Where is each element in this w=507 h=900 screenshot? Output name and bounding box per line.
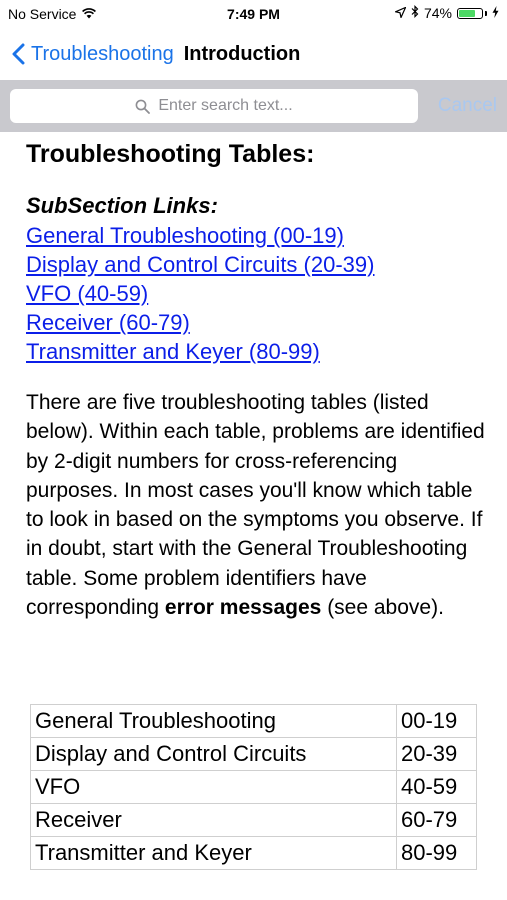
bluetooth-icon [411, 5, 419, 21]
link-general-troubleshooting[interactable]: General Troubleshooting (00-19) [26, 223, 344, 248]
location-arrow-icon [395, 5, 406, 21]
table-cell-name: Receiver [31, 804, 397, 837]
intro-paragraph [26, 388, 486, 622]
battery-fill [459, 10, 475, 17]
table-cell-name: Display and Control Circuits [31, 738, 397, 771]
paragraph-bold-text: error messages [164, 596, 322, 620]
link-receiver[interactable]: Receiver (60-79) [26, 310, 190, 335]
table-row [31, 837, 477, 870]
link-display-control-circuits[interactable]: Display and Control Circuits (20-39) [26, 252, 375, 277]
table-cell-name: General Troubleshooting [31, 705, 397, 738]
table-cell-range: 00-19 [397, 705, 477, 738]
link-vfo[interactable]: VFO (40-59) [26, 281, 149, 306]
chevron-left-icon [12, 43, 25, 65]
link-transmitter-keyer[interactable]: Transmitter and Keyer (80-99) [26, 339, 320, 364]
carrier-label: No Service [8, 6, 77, 22]
section-heading: Troubleshooting Tables: [26, 140, 315, 168]
status-time: 7:49 PM [227, 6, 280, 22]
table-cell-range: 20-39 [397, 738, 477, 771]
status-bar [0, 0, 507, 30]
search-input[interactable] [10, 89, 418, 123]
paragraph-text-1: There are five troubleshooting tables (listed below). Within each table, problems are identified by 2-digit numbers for cross-referencing purposes. In most cases you'll know which table to look in based on the symptoms you observe. If in doubt, start with the General Troubleshooting table. Some problem identifiers have corresponding [26, 391, 485, 620]
main-content [26, 132, 486, 622]
navigation-bar [0, 30, 507, 78]
table-cell-range: 60-79 [397, 804, 477, 837]
troubleshooting-table [30, 704, 477, 870]
table-row [31, 738, 477, 771]
table-cell-name: VFO [31, 771, 397, 804]
table-cell-range: 80-99 [397, 837, 477, 870]
page-title: Introduction [183, 42, 301, 65]
search-bar [0, 80, 507, 132]
table-cell-range: 40-59 [397, 771, 477, 804]
battery-tip [485, 11, 487, 16]
paragraph-text-2: (see above). [321, 596, 444, 620]
search-placeholder: Enter search text... [158, 97, 293, 114]
table-row [31, 705, 477, 738]
battery-icon [457, 8, 483, 19]
table-cell-name: Transmitter and Keyer [31, 837, 397, 870]
table-row [31, 771, 477, 804]
search-icon [135, 99, 150, 114]
charging-bolt-icon [492, 5, 499, 21]
cancel-button[interactable]: Cancel [437, 95, 497, 116]
subsection-title: SubSection Links: [26, 193, 218, 218]
back-button-label: Troubleshooting [31, 42, 174, 65]
table-row [31, 804, 477, 837]
subsection-links [26, 221, 486, 366]
battery-percent: 74% [423, 5, 452, 21]
status-right [395, 5, 499, 21]
back-button[interactable] [12, 43, 174, 66]
